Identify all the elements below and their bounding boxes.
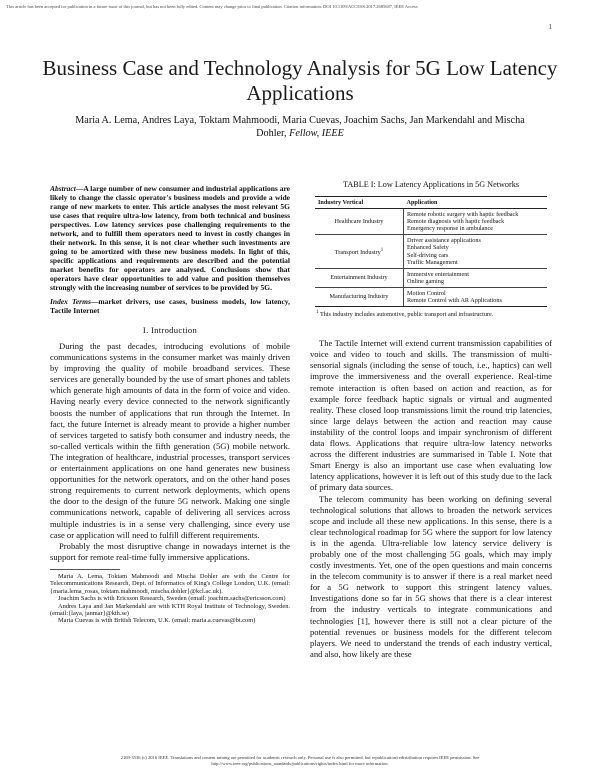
abstract (50, 184, 290, 292)
industry-cell (315, 268, 404, 287)
application-item: Emergency response in ambulance (407, 225, 493, 233)
affiliation-footnote: Joachim Sachs is with Ericsson Research, Sweden (email: joachim.sachs@ericsson.com) (58, 595, 286, 603)
table-row (315, 209, 547, 235)
low-latency-applications-table (315, 196, 547, 307)
right-body-text (310, 338, 552, 660)
index-terms-text: —market drivers, use cases, business models, low latency, Tactile Internet (50, 297, 291, 315)
application-item: Enhanced Safety (407, 244, 449, 252)
table-header-row (315, 197, 547, 209)
table-footnote-mark: 1 (316, 310, 319, 316)
affiliation-footnote: Andres Laya and Jan Markendahl are with KTH Royal Institute of Technology, Sweden. (email:{laya, janmar}@kth.se) (50, 602, 290, 617)
author-fellow-label: Fellow, IEEE (289, 127, 344, 139)
body-paragraph: The Tactile Internet will extend current transmission capabilities of voice and video to touch and skills. The transmission of multi-sensorial signals (including the sense of touch, i.e., haptics) can well improve the immersiveness and the overall experience. Real-time remote interaction is often based on action and reaction, as for example force feedback haptic signals or virtual and augmented reality. These closed loop transmissions limit the round trip latencies, since large delays between the action and reaction may cause instability of the control loops and impair synchronism of different data flows. Applications that require ultra-low latency networks across the different industries are summarised in Table I. Note that Smart Energy is also an important use case when evaluating low latency applications, however it is left out of this study due to the lack of primary data sources. (310, 338, 552, 493)
industry-label: Manufacturing Industry (329, 293, 389, 301)
industry-cell (315, 287, 404, 306)
table-header-cell: Industry Vertical (315, 197, 404, 209)
application-cell (404, 268, 548, 287)
industry-label: Healthcare Industry (334, 218, 384, 226)
table-footnote-text: This industry includes automotive, public transport and infrastructure. (319, 311, 494, 319)
page-number: 1 (548, 23, 552, 31)
industry-label: Entertainment Industry (330, 274, 388, 282)
application-item: Immersive entertainment (407, 270, 470, 278)
article-status-banner: This article has been accepted for publication in a future issue of this journal, but has not been fully edited. Content may change prior to final publication. Citation information: DOI 10.1109/ACCESS.2017.2685687, IEEE Access (6, 4, 418, 9)
industry-cell (315, 209, 404, 235)
table-row (315, 268, 547, 287)
industry-cell (315, 235, 404, 268)
index-terms-lead: Index Terms (50, 297, 91, 306)
copyright-footer (20, 755, 580, 767)
table-row (315, 235, 547, 268)
industry-label: Transport Industry (334, 249, 381, 257)
application-item: Remote robotic surgery with haptic feedback (407, 211, 519, 219)
body-paragraph: The telecom community has been working on defining several technological solutions that allows to broaden the network services scope and include all these new applications. In this sense, there is a clear technological roadmap for 5G where the support for low latency is in the agenda. Ultra-reliable low latency service delivery is probably one of the most challenging 5G goals, which may imply costly investments. Yet, one of the open questions and main concerns in the telecom community is to answer if there is a real market need for a 5G network to support this stringent latency values. Investigations done so far in 5G shows that there is a clear interest from the industry verticals to integrate communications and technologies [1], however there is still not a clear picture of the potential revenues or business models for the different telecom players. We need to understand the trends of each industry vertical, and also, how likely are these (310, 493, 552, 659)
section-heading-introduction: I. Introduction (142, 325, 198, 335)
footnote-mark: 1 (380, 247, 384, 253)
table-footnote (316, 310, 552, 318)
application-item: Self-driving cars (407, 251, 449, 259)
abstract-text: —A large number of new consumer and industrial applications are likely to change the classic operator's business models and provide a wide range of new markets to enter. This article analyses the most relevant 5G use cases that require ultra-low latency, from both technical and business perspectives. Low latency services pose challenging requirements to the network, and to fulfill them operators need to invest in costly changes in their network. In this sense, it is not clear whether such investments are going to be amortized with these new business models. In light of this, specific applications and requirements are described and the potential market benefits for operators are analysed. Conclusions show that operators have clear opportunities to add value and position themselves strongly with the increasing number of services to be provided by 5G. (50, 184, 290, 292)
application-item: Remote diagnosis with haptic feedback (407, 218, 505, 226)
copyright-line: 2169-3536 (c) 2016 IEEE. Translations and content mining are permitted for academic research only. Personal use is also permitted, but republication/redistribution requires IEEE permission. See (120, 755, 480, 760)
intro-paragraph: Probably the most disruptive change in nowadays internet is the support for remote real-time fully immersive applications. (50, 540, 290, 562)
abstract-lead: Abstract (50, 184, 76, 193)
application-cell (404, 287, 548, 306)
application-cell (404, 209, 548, 235)
application-item: Traffic Management (407, 258, 458, 266)
application-item: Motion Control (407, 289, 446, 297)
application-cell (404, 235, 548, 268)
footnote-divider (50, 569, 120, 570)
table-caption: TABLE I: Low Latency Applications in 5G Networks (342, 180, 520, 189)
application-item: Driver assistance applications (407, 237, 481, 245)
author-names: Maria A. Lema, Andres Laya, Toktam Mahmoodi, Maria Cuevas, Joachim Sachs, Jan Markendahl and Mischa Dohler, (75, 115, 525, 139)
index-terms (50, 297, 290, 315)
right-column (310, 180, 552, 660)
author-block (60, 115, 540, 140)
table-header-cell: Application (404, 197, 548, 209)
application-item: Online gaming (407, 277, 444, 285)
paper-title: Business Case and Technology Analysis for 5G Low Latency Applications (42, 56, 558, 105)
application-item: Remote Control with AR Applications (407, 297, 502, 305)
table-row (315, 287, 547, 306)
affiliation-footnote: Maria A. Lema, Toktam Mahmoodi and Mischa Dohler are with the Centre for Telecommunications Research, Dept. of Informatics of King's College London, U.K. (email:{maria.lema_rosas, toktam.mahmoodi, mischa.dohler}@kcl.ac.uk). (50, 572, 290, 595)
left-column (50, 184, 290, 625)
rights-link-line[interactable]: http://www.ieee.org/publications_standards/publications/rights/index.html for more information. (211, 761, 389, 766)
intro-paragraph: During the past decades, introducing evolutions of mobile communications systems in the consumer market was mainly driven by improving the quality of mobile broadband services. These services are generally bounded by the use of smart phones and tablets which generate high amounts of data in the form of voice and video. Having nearly every device connected to the network significantly boosts the number of applications that run through the Internet. In fact, the future Internet is already meant to provide a higher number of services targeted to satisfy both consumer and industry needs, the so-called verticals within the fifth generation (5G) mobile network. The integration of healthcare, industrial processes, transport services or entertainment applications on one hand generates new business opportunities for the network operators, and on the other hand poses strong requirements to current network deployments, which opens the door to the design of the future 5G network. Making one single communications network, capable of delivering all services across multiple industries is in a sense very challenging, since every use case or application will need to fulfill different requirements. (50, 341, 290, 540)
affiliation-footnote: Maria Cuevas is with British Telecom, U.K. (email: maria.a.cuevas@bt.com) (58, 617, 256, 625)
